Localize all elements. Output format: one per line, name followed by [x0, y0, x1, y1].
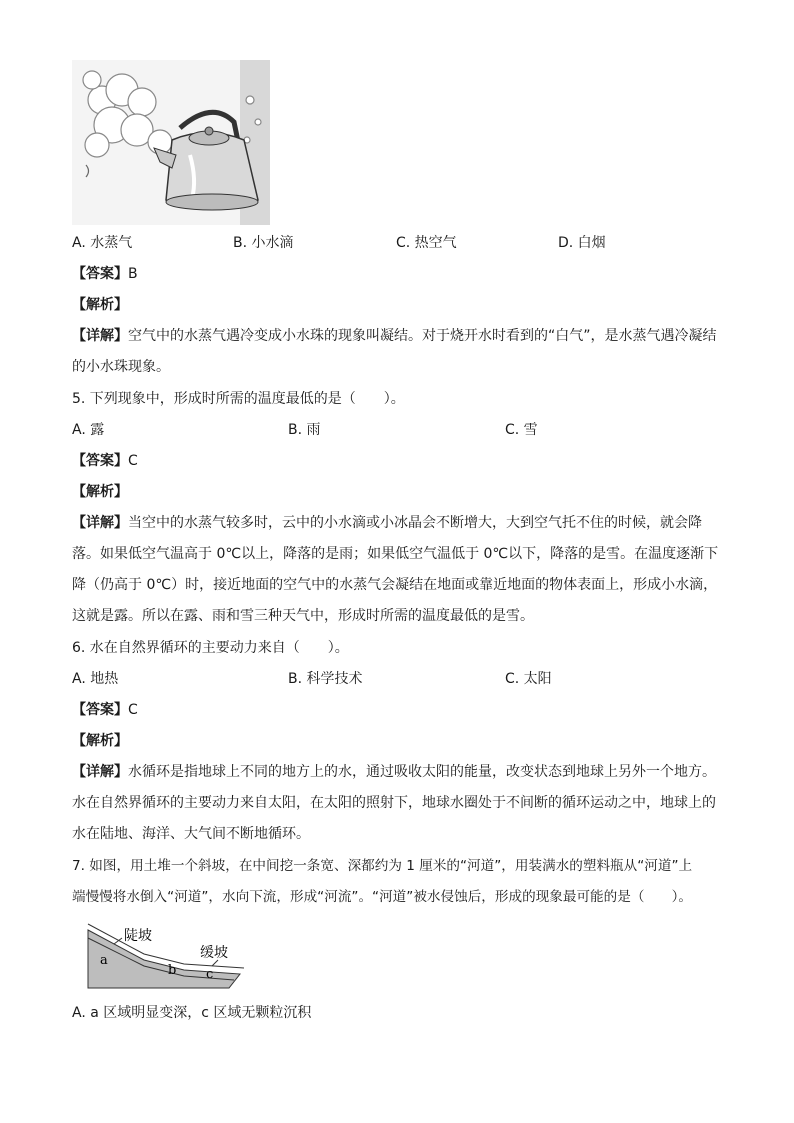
- q4-detail-line: [72, 326, 717, 346]
- q4-option-c: C. 热空气: [396, 235, 457, 251]
- analysis-label: 【解析】: [72, 733, 128, 749]
- q4-answer: [72, 264, 138, 284]
- answer-label: 【答案】: [72, 453, 128, 469]
- detail-text: 当空中的水蒸气较多时，云中的小水滴或小冰晶会不断增大，大到空气托不住的时候，就会降: [128, 515, 702, 531]
- q5-option-a: A. 露: [72, 422, 105, 438]
- answer-value: C: [128, 702, 138, 718]
- q6-detail-line: 水在自然界循环的主要动力来自太阳，在太阳的照射下，地球水圈处于不间断的循环运动之中，地球上的: [72, 795, 716, 811]
- region-a-label: a: [100, 953, 108, 968]
- q6-detail-line: [72, 762, 716, 782]
- q4-detail-line: 的小水珠现象。: [72, 359, 170, 375]
- detail-text: 水循环是指地球上不同的地方上的水，通过吸收太阳的能量，改变状态到地球上另外一个地方。: [128, 764, 716, 780]
- detail-label: 【详解】: [72, 764, 128, 780]
- q7-question-line: 端慢慢将水倒入“河道”，水向下流，形成“河流”。“河道”被水侵蚀后，形成的现象最可能的是（ ）。: [72, 889, 692, 905]
- slope-figure: [84, 922, 254, 992]
- answer-value: C: [128, 453, 138, 469]
- analysis-label: 【解析】: [72, 297, 128, 313]
- q6-option-c: C. 太阳: [505, 671, 552, 687]
- answer-value: B: [128, 266, 138, 282]
- answer-label: 【答案】: [72, 266, 128, 282]
- q5-detail-line: 这就是露。所以在露、雨和雪三种天气中，形成时所需的温度最低的是雪。: [72, 608, 534, 624]
- q7-question-line: 7. 如图，用土堆一个斜坡，在中间挖一条宽、深都约为 1 厘米的“河道”，用装满水的塑料瓶从“河道”上: [72, 858, 693, 874]
- q5-question: 5. 下列现象中，形成时所需的温度最低的是（ ）。: [72, 391, 405, 407]
- steep-slope-label: 陡坡: [124, 928, 152, 944]
- region-b-label: b: [168, 963, 177, 978]
- answer-label: 【答案】: [72, 702, 128, 718]
- gentle-slope-label: 缓坡: [200, 945, 228, 961]
- q4-option-d: D. 白烟: [558, 235, 606, 251]
- q5-option-b: B. 雨: [288, 422, 321, 438]
- q4-option-a: A. 水蒸气: [72, 235, 133, 251]
- kettle-figure: [72, 60, 270, 225]
- q6-question: 6. 水在自然界循环的主要动力来自（ ）。: [72, 640, 349, 656]
- q6-option-b: B. 科学技术: [288, 671, 363, 687]
- q6-option-a: A. 地热: [72, 671, 119, 687]
- q5-option-c: C. 雪: [505, 422, 538, 438]
- q6-answer: [72, 700, 138, 720]
- q6-detail-line: 水在陆地、海洋、大气间不断地循环。: [72, 826, 310, 842]
- q4-option-b: B. 小水滴: [233, 235, 294, 251]
- detail-label: 【详解】: [72, 328, 128, 344]
- detail-label: 【详解】: [72, 515, 128, 531]
- q7-option-a: A. a 区域明显变深，c 区域无颗粒沉积: [72, 1005, 312, 1021]
- q4-analysis: [72, 295, 128, 315]
- q5-answer: [72, 451, 138, 471]
- q6-analysis: [72, 731, 128, 751]
- region-c-label: c: [206, 967, 214, 982]
- q5-analysis: [72, 482, 128, 502]
- q5-detail-line: 落。如果低空气温高于 0℃以上，降落的是雨；如果低空气温低于 0℃以下，降落的是雪。在温度逐渐下: [72, 546, 719, 562]
- q5-detail-line: [72, 513, 702, 533]
- analysis-label: 【解析】: [72, 484, 128, 500]
- q5-detail-line: 降（仍高于 0℃）时，接近地面的空气中的水蒸气会凝结在地面或靠近地面的物体表面上，形成小水滴，: [72, 577, 718, 593]
- detail-text: 空气中的水蒸气遇冷变成小水珠的现象叫凝结。对于烧开水时看到的“白气”，是水蒸气遇冷凝结: [128, 328, 717, 344]
